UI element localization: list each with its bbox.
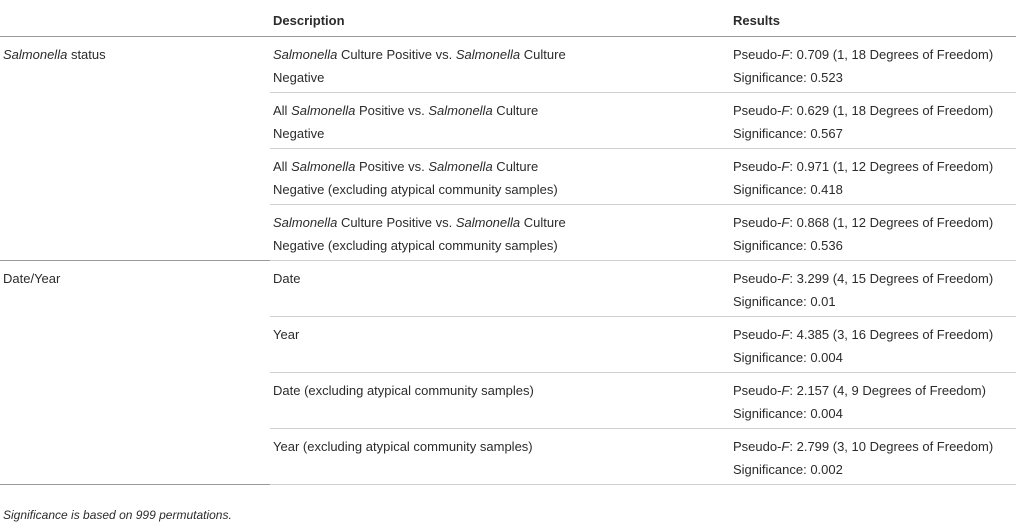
description-cell (270, 429, 730, 485)
description-line: Salmonella Culture Positive vs. Salmonella Culture (273, 47, 566, 62)
group-label-cell (0, 429, 270, 485)
description-line: All Salmonella Positive vs. Salmonella Culture (273, 103, 539, 118)
significance-line: Significance: 0.01 (733, 294, 836, 309)
header-blank (0, 0, 270, 37)
pseudo-f-line: Pseudo-F: 2.799 (3, 10 Degrees of Freedom) (733, 439, 994, 454)
significance-line: Significance: 0.002 (733, 462, 843, 477)
description-line: Negative (273, 126, 325, 141)
header-results: Results (730, 0, 1016, 37)
table-row (0, 205, 1016, 261)
pseudo-f-line: Pseudo-F: 4.385 (3, 16 Degrees of Freedom) (733, 327, 994, 342)
group-label-cell (0, 317, 270, 373)
description-line: All Salmonella Positive vs. Salmonella Culture (273, 159, 539, 174)
description-line: Negative (excluding atypical community samples) (273, 182, 558, 197)
group-label-italic: Salmonella (3, 47, 68, 62)
description-line: Year (273, 327, 300, 342)
results-cell (730, 261, 1016, 317)
pseudo-f-line: Pseudo-F: 0.868 (1, 12 Degrees of Freedom) (733, 215, 994, 230)
group-label-cell (0, 261, 270, 317)
table-row (0, 37, 1016, 93)
results-cell (730, 93, 1016, 149)
results-cell (730, 373, 1016, 429)
results-cell (730, 37, 1016, 93)
description-line: Date (273, 271, 301, 286)
description-cell (270, 205, 730, 261)
description-cell (270, 93, 730, 149)
pseudo-f-line: Pseudo-F: 2.157 (4, 9 Degrees of Freedom) (733, 383, 986, 398)
results-cell (730, 317, 1016, 373)
table-body (0, 37, 1016, 485)
significance-line: Significance: 0.536 (733, 238, 843, 253)
pseudo-f-line: Pseudo-F: 0.971 (1, 12 Degrees of Freedom) (733, 159, 994, 174)
table-row (0, 149, 1016, 205)
results-cell (730, 429, 1016, 485)
pseudo-f-line: Pseudo-F: 3.299 (4, 15 Degrees of Freedom) (733, 271, 994, 286)
significance-line: Significance: 0.523 (733, 70, 843, 85)
table-row (0, 93, 1016, 149)
results-cell (730, 149, 1016, 205)
description-cell (270, 261, 730, 317)
group-label-cell (0, 373, 270, 429)
table-row (0, 373, 1016, 429)
pseudo-f-line: Pseudo-F: 0.629 (1, 18 Degrees of Freedom) (733, 103, 994, 118)
table-row (0, 429, 1016, 485)
table-footnote: Significance is based on 999 permutations. (3, 508, 232, 522)
description-line: Year (excluding atypical community samples) (273, 439, 533, 454)
description-line: Date (excluding atypical community samples) (273, 383, 534, 398)
description-cell (270, 373, 730, 429)
description-line: Negative (273, 70, 325, 85)
header-row (0, 0, 1016, 37)
description-line: Negative (excluding atypical community samples) (273, 238, 558, 253)
table-row (0, 317, 1016, 373)
header-description: Description (270, 0, 730, 37)
table-row (0, 261, 1016, 317)
pseudo-f-line: Pseudo-F: 0.709 (1, 18 Degrees of Freedom) (733, 47, 994, 62)
significance-line: Significance: 0.004 (733, 406, 843, 421)
description-line: Salmonella Culture Positive vs. Salmonella Culture (273, 215, 566, 230)
description-cell (270, 37, 730, 93)
group-label-cell (0, 37, 270, 93)
significance-line: Significance: 0.418 (733, 182, 843, 197)
significance-line: Significance: 0.004 (733, 350, 843, 365)
group-label-cell (0, 205, 270, 261)
group-label: Date/Year (3, 271, 61, 286)
description-cell (270, 149, 730, 205)
group-label-cell (0, 93, 270, 149)
group-label: status (67, 47, 106, 62)
results-cell (730, 205, 1016, 261)
description-cell (270, 317, 730, 373)
significance-line: Significance: 0.567 (733, 126, 843, 141)
group-label-cell (0, 149, 270, 205)
